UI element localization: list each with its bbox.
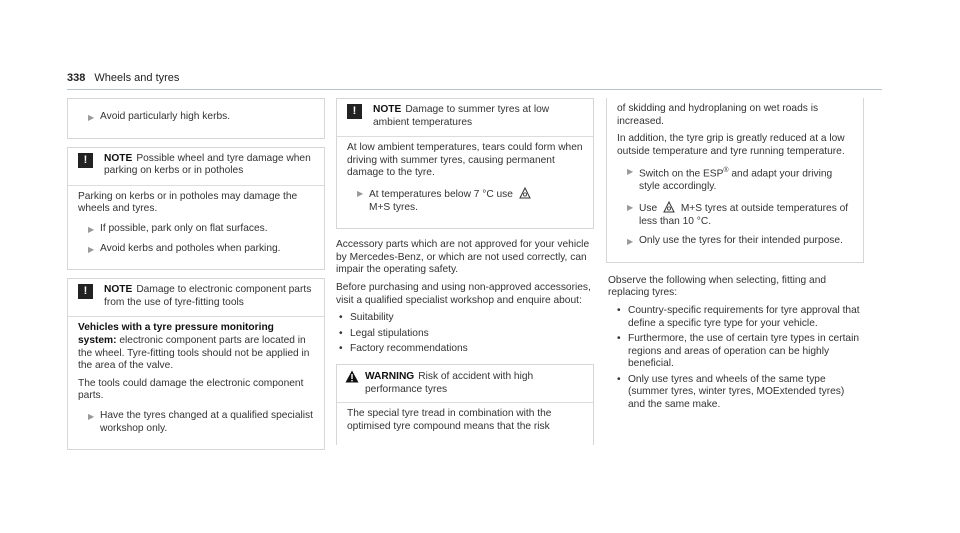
bullet-arrow-icon: ▶: [88, 113, 95, 122]
bullet-arrow-icon: ▶: [357, 188, 364, 198]
bullet-item: ▶ Switch on the ESP® and adapt your driving style accordingly.: [627, 167, 833, 193]
observe-paragraph: Observe the following when selecting, fitting and replacing tyres:: [608, 274, 827, 299]
bullet-item: ▶ At temperatures below 7 °C use M+S tyres.: [347, 187, 583, 214]
bullet-arrow-icon: ▶: [88, 224, 95, 234]
note-body: Parking on kerbs or in potholes may damage the wheels and tyres.: [78, 190, 298, 215]
bullet-box: [67, 98, 325, 139]
note-body: At low ambient temperatures, tears could form when driving with summer tyres, causing permanent damage to the tyre.: [347, 142, 583, 179]
note-header: ! NOTE Possible wheel and tyre damage when parking on kerbs or in potholes: [78, 153, 314, 178]
warning-body: The special tyre tread in combination with the optimised tyre compound means that the risk: [347, 408, 552, 432]
note-body: Vehicles with a tyre pressure monitoring system: electronic component parts are located in the wheel. Tyre-fitting tools should not be applied in the area of the valve.: [78, 322, 310, 372]
list-item: • Factory recommendations: [336, 343, 594, 356]
note-header: ! NOTE Damage to summer tyres at low ambient temperatures: [347, 104, 583, 129]
bullet-item: ▶ Only use the tyres for their intended purpose.: [617, 235, 853, 248]
note-box-electronic-damage: [67, 278, 325, 450]
snowflake-mountain-icon: [519, 187, 531, 199]
page-header: [67, 72, 179, 84]
warning-triangle-icon: [345, 370, 359, 383]
exclamation-icon: !: [78, 153, 93, 168]
bullet-item: ▶ Have the tyres changed at a qualified specialist workshop only.: [88, 409, 313, 434]
page-number: 338: [67, 72, 86, 84]
section-title: Wheels and tyres: [94, 72, 180, 84]
column-3: [606, 98, 864, 420]
note-box-wheel-damage: [67, 147, 325, 271]
warning-box: [336, 364, 594, 445]
column-2: [336, 98, 594, 445]
bullet-item: ▶ If possible, park only on flat surfaces.: [78, 223, 314, 236]
exclamation-icon: !: [78, 284, 93, 299]
note-header: ! NOTE Damage to electronic component parts from the use of tyre-fitting tools: [78, 284, 314, 309]
list-item: • Furthermore, the use of certain tyre types in certain regions and areas of operation can be highly beneficial.: [614, 333, 864, 371]
accessory-paragraph: Accessory parts which are not approved for your vehicle by Mercedes-Benz, or which are not used correctly, can impair the operating safety.: [336, 239, 590, 276]
bullet-arrow-icon: ▶: [627, 237, 634, 247]
bullet-arrow-icon: ▶: [88, 411, 95, 421]
header-divider: [67, 89, 882, 90]
purchase-paragraph: Before purchasing and using non-approved accessories, visit a qualified specialist workshop and enquire about:: [336, 281, 591, 306]
bullet-item: ▶ Avoid kerbs and potholes when parking.: [78, 243, 314, 256]
bullet-item: ▶ Use M+S tyres at outside temperatures of less than 10 °C.: [627, 202, 849, 227]
list-item: • Legal stipulations: [336, 328, 594, 341]
snowflake-mountain-icon: [663, 201, 675, 213]
list-item: • Suitability: [336, 312, 594, 325]
exclamation-icon: !: [347, 104, 362, 119]
enquiry-list: [336, 312, 594, 356]
bullet-arrow-icon: ▶: [88, 244, 95, 254]
note-box-summer-tyres: [336, 98, 594, 229]
bullet-arrow-icon: ▶: [627, 167, 634, 177]
warning-header: WARNING Risk of accident with high performance tyres: [337, 365, 593, 403]
bullet-arrow-icon: ▶: [627, 202, 634, 212]
column-1: [67, 98, 325, 450]
warning-continued-box: of skidding and hydroplaning on wet roads is increased. In addition, the tyre grip is greatly reduced at a low outside temperature and tyre running temperature. ▶ Switch on the ESP® and adapt your driving style accordingly. ▶ Use M+S tyres at outside temperatures of less than 10 °C. ▶ Only use the tyres for their intended purpose.: [606, 98, 864, 263]
list-item: • Only use tyres and wheels of the same type (summer tyres, winter tyres, MOExtended tyres) and the same make.: [614, 374, 864, 412]
note-body: The tools could damage the electronic component parts.: [78, 377, 304, 402]
list-item: • Country-specific requirements for tyre approval that define a specific tyre type for your vehicle.: [614, 305, 864, 330]
bullet-item: ▶ Avoid particularly high kerbs.: [78, 111, 314, 124]
tyre-selection-list: [606, 305, 864, 412]
